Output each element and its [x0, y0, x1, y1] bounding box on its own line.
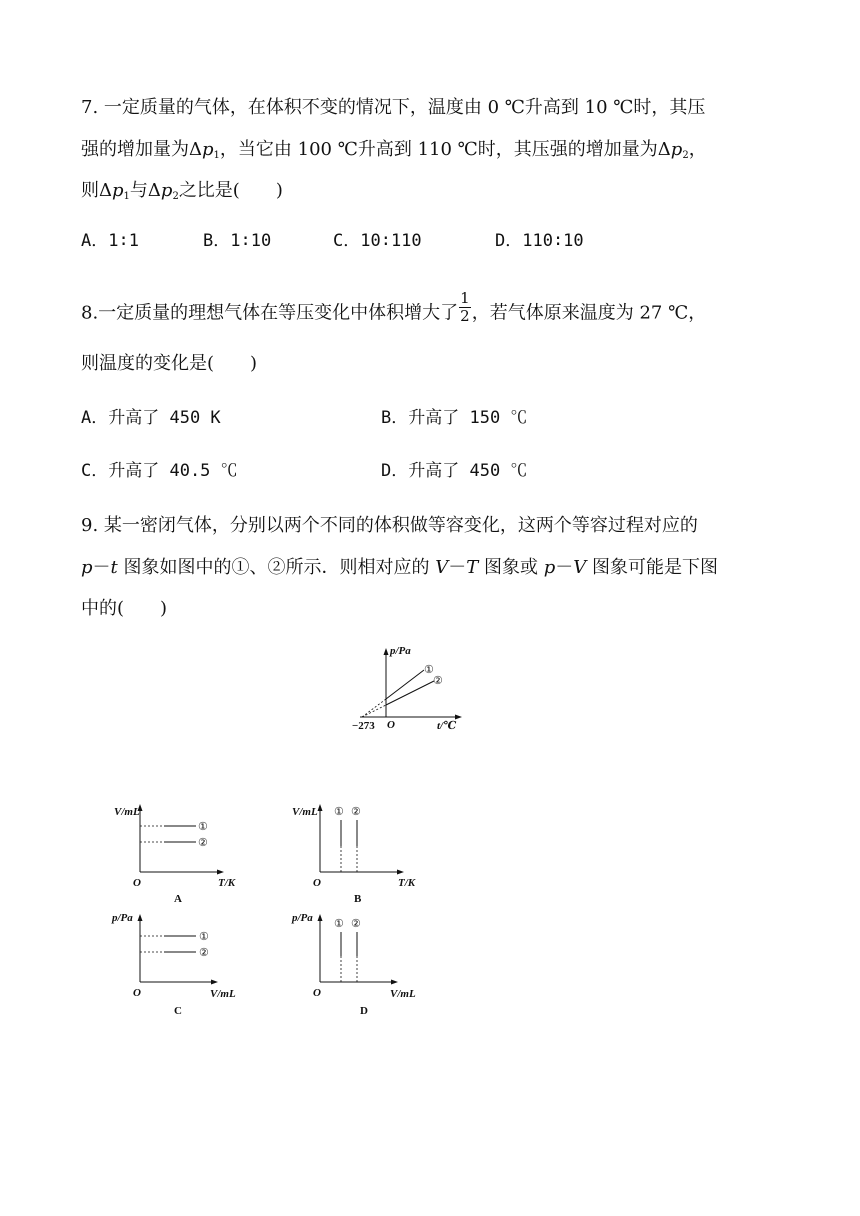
graph-d-x-label: V/mL — [390, 988, 416, 1000]
pt-neg-273-tick: −273 — [352, 720, 375, 732]
graph-c-caption: C — [174, 1005, 182, 1017]
pt-line-1-label: ① — [424, 664, 434, 676]
graph-c-origin: O — [133, 987, 141, 999]
graph-a-caption: A — [174, 893, 182, 905]
q7-option-c[interactable]: C．10∶110 — [333, 231, 422, 251]
graph-d-caption: D — [360, 1005, 368, 1017]
q7-option-d[interactable]: D．110∶10 — [495, 231, 584, 251]
option-graph-b — [290, 800, 440, 910]
graph-c-y-label: p/Pa — [112, 912, 133, 924]
pt-graph — [340, 640, 480, 740]
graph-b-y-label: V/mL — [292, 806, 318, 818]
q8-option-c[interactable]: C．升高了 40.5 ℃ — [81, 461, 238, 481]
q8-line-2: 则温度的变化是( ) — [81, 353, 258, 374]
graph-b-line-2-label: ② — [351, 806, 361, 818]
pt-line-2-label: ② — [433, 675, 443, 687]
graph-b-origin: O — [313, 877, 321, 889]
graph-a-x-label: T/K — [218, 877, 236, 889]
graph-d-line-2-label: ② — [351, 918, 361, 930]
graph-a-origin: O — [133, 877, 141, 889]
graph-b-x-label: T/K — [398, 877, 416, 889]
q8-option-b[interactable]: B．升高了 150 ℃ — [381, 408, 528, 428]
graph-c-x-label: V/mL — [210, 988, 236, 1000]
graph-a-y-label: V/mL — [114, 806, 140, 818]
q7-line-1: 7. 一定质量的气体，在体积不变的情况下，温度由 0 ℃升高到 10 ℃时，其压 — [81, 97, 706, 118]
q8-option-d[interactable]: D．升高了 450 ℃ — [381, 461, 528, 481]
graph-c-line-1-label: ① — [199, 931, 209, 943]
q7-line-2: 强的增加量为$\Delta p_1$，当它由 100 ℃升高到 110 ℃时，其压强的增加量为$\Delta p_2$， — [81, 139, 707, 161]
pt-x-axis-label: t/℃ — [437, 720, 457, 732]
pt-y-axis-label: p/Pa — [390, 645, 411, 657]
graph-d-y-label: p/Pa — [292, 912, 313, 924]
q9-line-3: 中的( ) — [81, 598, 168, 619]
pt-origin-label: O — [387, 719, 395, 731]
q9-line-1: 9. 某一密闭气体，分别以两个不同的体积做等容变化，这两个等容过程对应的 — [81, 515, 698, 536]
option-graph-a — [110, 800, 260, 910]
q8-line-1: 8.一定质量的理想气体在等压变化中体积增大了 $\frac{1}{2}$ ，若气体原来温度为 27 ℃， — [81, 289, 707, 325]
graph-a-line-1-label: ① — [198, 821, 208, 833]
graph-d-origin: O — [313, 987, 321, 999]
option-graph-d — [290, 910, 440, 1020]
q7-option-a[interactable]: A．1∶1 — [81, 231, 139, 251]
q9-line-2: p－t 图象如图中的①、②所示．则相对应的 V－T 图象或 p－V 图象可能是下图 — [81, 557, 718, 578]
option-graph-c — [110, 910, 260, 1020]
graph-b-caption: B — [354, 893, 362, 905]
graph-a-line-2-label: ② — [198, 837, 208, 849]
graph-d-line-1-label: ① — [334, 918, 344, 930]
q7-option-b[interactable]: B．1∶10 — [203, 231, 272, 251]
q8-option-a[interactable]: A．升高了 450 K — [81, 408, 221, 428]
graph-c-line-2-label: ② — [199, 947, 209, 959]
graph-b-line-1-label: ① — [334, 806, 344, 818]
q7-line-3: 则$\Delta p_1$与$\Delta p_2$之比是( ) — [81, 180, 283, 202]
fraction-one-half: $\frac{1}{2}$ — [460, 289, 470, 325]
